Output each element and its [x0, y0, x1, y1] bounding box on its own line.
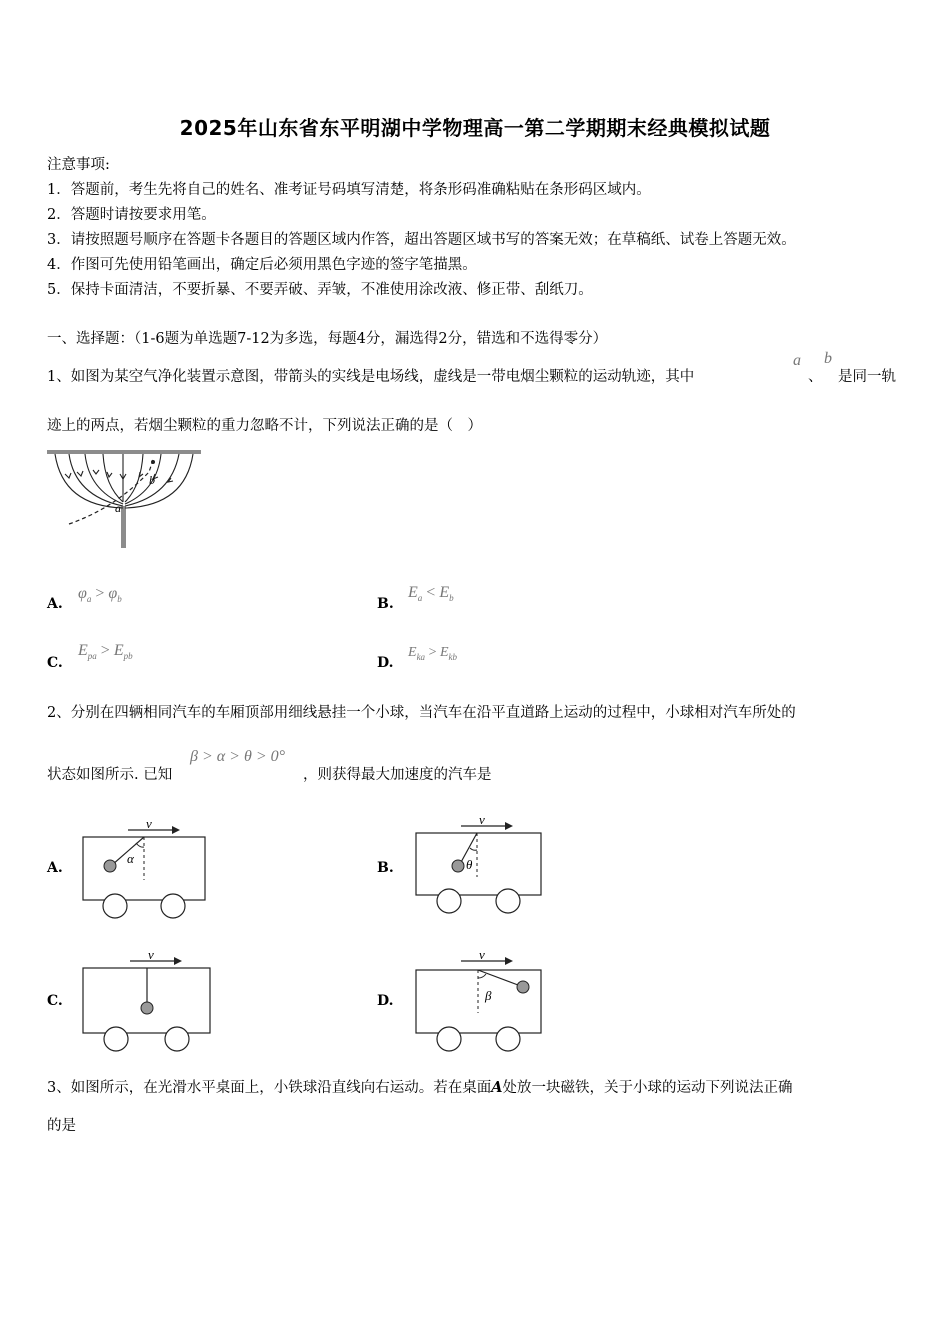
q1-trajectory — [69, 460, 153, 524]
q1-field-lines — [55, 454, 193, 508]
q2-stem-line2-start: 状态如图所示. 已知 — [47, 767, 173, 783]
q1-var-a: a — [793, 352, 801, 369]
q2-condition: β > α > θ > 0° — [190, 748, 286, 765]
q1-option-b-formula[interactable]: $E_a < E_b$ — [408, 584, 454, 604]
q1-stem-line1: 1、如图为某空气净化装置示意图，带箭头的实线是电场线，虚线是一带电烟尘颗粒的运动轨迹，其中 — [47, 369, 695, 385]
q2-car-b-angle: θ — [466, 857, 473, 872]
q2-stem-line1: 2、分别在四辆相同汽车的车厢顶部用细线悬挂一个小球，当汽车在沿平直道路上运动的过程中，小球相对汽车所处的 — [47, 705, 796, 721]
q2-car-a-figure[interactable] — [80, 815, 210, 920]
q2-option-d-label[interactable]: D. — [377, 993, 394, 1009]
q2-car-b-velocity: v — [479, 812, 485, 827]
q3-stem-line2: 的是 — [47, 1118, 76, 1134]
q2-option-b-label[interactable]: B. — [377, 860, 394, 876]
q2-car-d-velocity: v — [479, 947, 485, 962]
notice-item-4: 4．作图可先使用铅笔画出，确定后必须用黑色字迹的签字笔描黑。 — [47, 257, 477, 273]
notice-item-5: 5．保持卡面清洁，不要折暴、不要弄破、弄皱，不准使用涂改液、修正带、刮纸刀。 — [47, 282, 593, 298]
q1-option-d-label[interactable]: D. — [377, 655, 394, 671]
q1-option-d-formula[interactable]: $E_{ka} > E_{kb}$ — [408, 645, 458, 662]
notice-item-3: 3．请按照题号顺序在答题卡各题目的答题区域内作答，超出答题区域书写的答案无效；在草稿纸、试卷上答题无效。 — [47, 232, 796, 248]
q2-car-d-angle: β — [485, 988, 492, 1003]
q2-car-c-figure[interactable] — [80, 945, 214, 1055]
q1-option-a-formula[interactable]: $\varphi_a > \varphi_b$ — [78, 585, 122, 605]
q2-car-b-figure[interactable] — [413, 810, 545, 920]
q2-car-a-angle: α — [127, 851, 134, 866]
q2-car-c-velocity: v — [148, 947, 154, 962]
q1-var-b: b — [824, 350, 832, 367]
q1-option-b-label[interactable]: B. — [377, 596, 394, 612]
q2-car-a-velocity: v — [146, 816, 152, 831]
q1-electric-field-figure — [45, 448, 205, 550]
q1-option-a-label[interactable]: A. — [47, 596, 63, 612]
notice-item-2: 2．答题时请按要求用笔。 — [47, 207, 216, 223]
q1-stem-line2: 迹上的两点，若烟尘颗粒的重力忽略不计，下列说法正确的是（ ） — [47, 418, 482, 434]
notice-heading: 注意事项: — [47, 157, 110, 173]
q1-stem-line1-end: 是同一轨 — [838, 369, 896, 385]
q1-fig-label-a: a — [115, 501, 121, 515]
section-heading: 一、选择题：（1-6题为单选题7-12为多选，每题4分，漏选得2分，错选和不选得零分） — [47, 331, 608, 347]
q2-stem-line2-end: ，则获得最大加速度的汽车是 — [303, 767, 492, 783]
q3-point-a: A — [491, 1079, 503, 1096]
q2-car-d-figure[interactable] — [413, 945, 545, 1055]
q1-separator: 、 — [808, 369, 823, 385]
q1-plate — [47, 450, 201, 454]
notice-item-1: 1．答题前，考生先将自己的姓名、准考证号码填写清楚，将条形码准确粘贴在条形码区域内。 — [47, 182, 651, 198]
q1-fig-label-b: b — [149, 473, 155, 487]
q1-option-c-label[interactable]: C. — [47, 655, 63, 671]
q3-stem-line1: 3、如图所示，在光滑水平桌面上，小铁球沿直线向右运动。若在桌面A处放一块磁铁，关于小球的运动下列说法正确 — [47, 1079, 793, 1096]
page-title: 2025年山东省东平明湖中学物理高一第二学期期末经典模拟试题 — [179, 116, 771, 140]
q1-rod — [121, 506, 126, 548]
q2-option-a-label[interactable]: A. — [47, 860, 63, 876]
q2-option-c-label[interactable]: C. — [47, 993, 63, 1009]
q1-option-c-formula[interactable]: $E_{pa} > E_{pb}$ — [78, 642, 133, 662]
